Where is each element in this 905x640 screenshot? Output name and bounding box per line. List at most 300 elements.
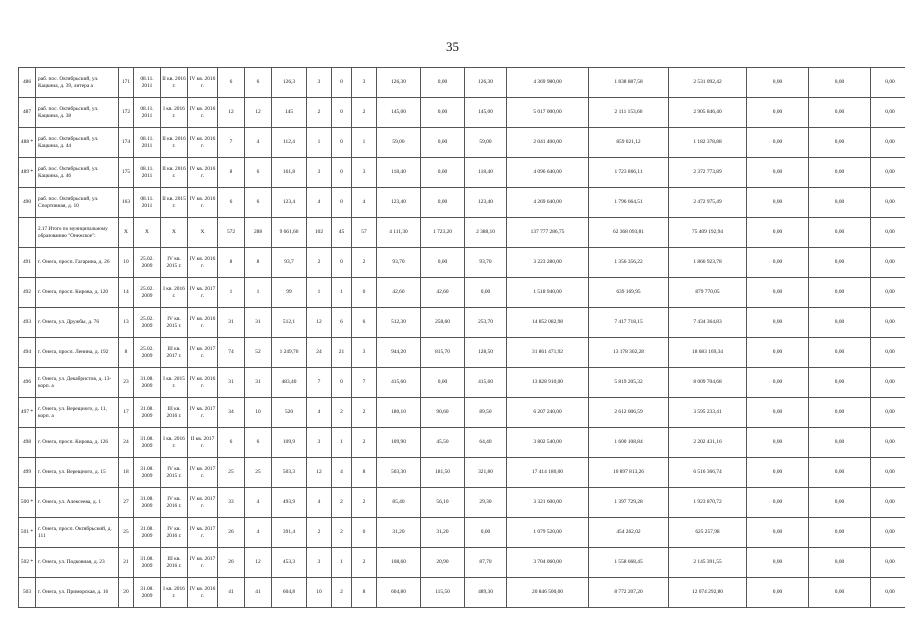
cell-program-number: Х xyxy=(119,218,134,248)
cell-cost-local-b: 0,00 xyxy=(809,548,871,578)
cell-start-date: IV кв. 2016 г. xyxy=(161,518,188,548)
cell-cost-fund: 2 612 006,59 xyxy=(589,398,669,428)
cell-cost-extra: 0,00 xyxy=(871,458,905,488)
cell-cost-extra: 0,00 xyxy=(871,548,905,578)
table-row xyxy=(19,248,905,278)
cell-apartments-owned: 0 xyxy=(332,188,352,218)
cell-cost-local-a: 0,00 xyxy=(747,158,809,188)
cell-resettled-area-owned: 0,00 xyxy=(421,248,465,278)
cell-start-date: I кв. 2015 г. xyxy=(161,368,188,398)
cell-start-date: II кв. 2016 г. xyxy=(161,158,188,188)
cell-end-date: IV кв. 2016 г. xyxy=(188,68,218,98)
cell-cost-total: 137 777 286,75 xyxy=(507,218,589,248)
cell-resettled-area-owned: 115,50 xyxy=(421,578,465,608)
cell-apartments-municipal: 3 xyxy=(352,68,377,98)
cell-residents-total: 12 xyxy=(218,98,245,128)
cell-resettled-area-owned: 0,00 xyxy=(421,188,465,218)
cell-apartments-owned: 21 xyxy=(332,338,352,368)
cell-end-date: IV кв. 2016 г. xyxy=(188,128,218,158)
cell-cost-regional: 879 770,05 xyxy=(669,278,747,308)
cell-program-date: 31.08. 2009 xyxy=(134,488,161,518)
cell-resettled-area-total: 4 111,30 xyxy=(377,218,421,248)
cell-residents-moving: 10 xyxy=(245,398,272,428)
cell-residents-total: 6 xyxy=(218,188,245,218)
cell-apartments-total: 7 xyxy=(307,368,332,398)
cell-area-total: 161,8 xyxy=(272,158,307,188)
cell-resettled-area-municipal: 87,70 xyxy=(465,548,507,578)
cell-program-date: 08.11. 2011 xyxy=(134,128,161,158)
cell-area-total: 391,4 xyxy=(272,518,307,548)
cell-cost-fund: 10 897 813,26 xyxy=(589,458,669,488)
cell-cost-local-a: 0,00 xyxy=(747,578,809,608)
cell-row-number: 490 xyxy=(19,188,36,218)
table-row xyxy=(19,548,905,578)
cell-program-date: 31.08. 2009 xyxy=(134,548,161,578)
cell-cost-extra: 0,00 xyxy=(871,398,905,428)
cell-end-date: IV кв. 2017 г. xyxy=(188,488,218,518)
cell-residents-total: 1 xyxy=(218,278,245,308)
cell-end-date: II кв. 2017 г. xyxy=(188,428,218,458)
table-row xyxy=(19,398,905,428)
cell-start-date: IV кв. 2016 г. xyxy=(161,488,188,518)
cell-residents-moving: 4 xyxy=(245,488,272,518)
cell-cost-local-a: 0,00 xyxy=(747,128,809,158)
cell-cost-local-a: 0,00 xyxy=(747,68,809,98)
cell-resettled-area-owned: 815,70 xyxy=(421,338,465,368)
cell-residents-total: 6 xyxy=(218,428,245,458)
cell-cost-local-b: 0,00 xyxy=(809,308,871,338)
cell-end-date: IV кв. 2016 г. xyxy=(188,98,218,128)
cell-cost-total: 5 017 000,00 xyxy=(507,98,589,128)
cell-area-total: 483,40 xyxy=(272,368,307,398)
cell-resettled-area-total: 118,40 xyxy=(377,158,421,188)
cell-cost-extra: 0,00 xyxy=(871,278,905,308)
resettlement-table xyxy=(18,67,905,608)
cell-start-date: Х xyxy=(161,218,188,248)
cell-cost-regional: 2 472 975,49 xyxy=(669,188,747,218)
cell-resettled-area-total: 108,60 xyxy=(377,548,421,578)
cell-apartments-municipal: 2 xyxy=(352,428,377,458)
cell-end-date: IV кв. 2017 г. xyxy=(188,338,218,368)
cell-resettled-area-municipal: 0,00 xyxy=(465,278,507,308)
cell-cost-local-b: 0,00 xyxy=(809,368,871,398)
cell-resettled-area-owned: 0,00 xyxy=(421,368,465,398)
cell-resettled-area-municipal: 29,30 xyxy=(465,488,507,518)
cell-cost-local-b: 0,00 xyxy=(809,578,871,608)
cell-address: г. Онега, просп. Ленина, д. 192 xyxy=(36,338,119,368)
cell-row-number: 498 xyxy=(19,428,36,458)
cell-program-date: 25.02. 2009 xyxy=(134,248,161,278)
cell-cost-fund: 1 397 729,28 xyxy=(589,488,669,518)
cell-program-date: 25.02. 2009 xyxy=(134,278,161,308)
cell-cost-local-b: 0,00 xyxy=(809,458,871,488)
cell-apartments-owned: 2 xyxy=(332,518,352,548)
cell-cost-local-a: 0,00 xyxy=(747,368,809,398)
cell-cost-fund: 1 796 664,51 xyxy=(589,188,669,218)
cell-apartments-municipal: 3 xyxy=(352,158,377,188)
cell-cost-fund: 1 600 108,84 xyxy=(589,428,669,458)
cell-resettled-area-owned: 56,10 xyxy=(421,488,465,518)
cell-resettled-area-municipal: 321,80 xyxy=(465,458,507,488)
cell-residents-moving: 4 xyxy=(245,518,272,548)
cell-residents-total: 572 xyxy=(218,218,245,248)
cell-start-date: I кв. 2016 г. xyxy=(161,578,188,608)
cell-apartments-total: 1 xyxy=(307,278,332,308)
cell-area-total: 9 661,60 xyxy=(272,218,307,248)
cell-address: г. Онега, ул. Дружбы, д. 76 xyxy=(36,308,119,338)
cell-resettled-area-owned: 42,60 xyxy=(421,278,465,308)
cell-program-date: 08.11. 2011 xyxy=(134,98,161,128)
cell-cost-total: 1 518 940,00 xyxy=(507,278,589,308)
cell-start-date: IV кв. 2015 г. xyxy=(161,248,188,278)
cell-area-total: 520 xyxy=(272,398,307,428)
cell-row-number: 487 xyxy=(19,98,36,128)
cell-cost-total: 20 846 500,00 xyxy=(507,578,589,608)
cell-resettled-area-municipal: 64,40 xyxy=(465,428,507,458)
cell-apartments-municipal: 2 xyxy=(352,398,377,428)
cell-cost-local-b: 0,00 xyxy=(809,278,871,308)
cell-apartments-owned: 0 xyxy=(332,128,352,158)
cell-apartments-total: 2 xyxy=(307,248,332,278)
cell-cost-regional: 6 516 366,74 xyxy=(669,458,747,488)
cell-cost-local-a: 0,00 xyxy=(747,398,809,428)
cell-start-date: II кв. 2016 г. xyxy=(161,68,188,98)
cell-address: раб. пос. Октябрьский, ул. Кацкина, д. 39, литера а xyxy=(36,68,119,98)
cell-area-total: 1 249,70 xyxy=(272,338,307,368)
table-row xyxy=(19,518,905,548)
cell-cost-extra: 0,00 xyxy=(871,308,905,338)
cell-cost-local-a: 0,00 xyxy=(747,188,809,218)
cell-residents-moving: 6 xyxy=(245,158,272,188)
cell-resettled-area-total: 944,20 xyxy=(377,338,421,368)
cell-cost-regional: 2 372 773,89 xyxy=(669,158,747,188)
cell-apartments-total: 3 xyxy=(307,548,332,578)
cell-residents-total: 8 xyxy=(218,248,245,278)
cell-area-total: 112,4 xyxy=(272,128,307,158)
cell-cost-local-a: 0,00 xyxy=(747,218,809,248)
cell-cost-extra: 0,00 xyxy=(871,248,905,278)
cell-cost-local-a: 0,00 xyxy=(747,548,809,578)
cell-apartments-total: 4 xyxy=(307,488,332,518)
table-row xyxy=(19,68,905,98)
cell-program-number: 163 xyxy=(119,188,134,218)
cell-cost-regional: 3 595 233,41 xyxy=(669,398,747,428)
cell-cost-total: 3 802 540,00 xyxy=(507,428,589,458)
cell-program-number: 175 xyxy=(119,158,134,188)
cell-program-date: 31.08. 2009 xyxy=(134,458,161,488)
cell-address: раб. пос. Октябрьский, ул. Кацкина, д. 38 xyxy=(36,98,119,128)
table-row xyxy=(19,338,905,368)
cell-cost-extra: 0,00 xyxy=(871,488,905,518)
cell-resettled-area-owned: 258,60 xyxy=(421,308,465,338)
cell-residents-total: 41 xyxy=(218,578,245,608)
cell-cost-local-a: 0,00 xyxy=(747,278,809,308)
cell-address: г. Онега, ул. Верещного, д. 11, корп. а xyxy=(36,398,119,428)
cell-residents-moving: 31 xyxy=(245,368,272,398)
cell-resettled-area-municipal: 489,30 xyxy=(465,578,507,608)
cell-resettled-area-total: 93,70 xyxy=(377,248,421,278)
cell-end-date: IV кв. 2017 г. xyxy=(188,548,218,578)
cell-program-date: 25.02. 2009 xyxy=(134,308,161,338)
cell-resettled-area-municipal: 0,00 xyxy=(465,518,507,548)
cell-cost-total: 31 861 471,92 xyxy=(507,338,589,368)
cell-resettled-area-total: 180,10 xyxy=(377,398,421,428)
cell-cost-fund: 2 111 153,60 xyxy=(589,98,669,128)
cell-cost-local-a: 0,00 xyxy=(747,308,809,338)
cell-cost-local-a: 0,00 xyxy=(747,428,809,458)
cell-cost-fund: 859 021,12 xyxy=(589,128,669,158)
cell-resettled-area-owned: 0,00 xyxy=(421,68,465,98)
cell-program-date: 31.08. 2009 xyxy=(134,518,161,548)
cell-end-date: IV кв. 2017 г. xyxy=(188,458,218,488)
cell-end-date: IV кв. 2016 г. xyxy=(188,188,218,218)
cell-residents-total: 26 xyxy=(218,548,245,578)
cell-residents-total: 31 xyxy=(218,368,245,398)
cell-resettled-area-municipal: 93,70 xyxy=(465,248,507,278)
cell-cost-local-b: 0,00 xyxy=(809,218,871,248)
cell-apartments-municipal: 8 xyxy=(352,458,377,488)
table-row xyxy=(19,278,905,308)
cell-resettled-area-municipal: 126,30 xyxy=(465,68,507,98)
cell-program-number: 171 xyxy=(119,68,134,98)
cell-cost-fund: 1 723 866,11 xyxy=(589,158,669,188)
cell-address: раб. пос. Октябрьский, ул. Кацкина, д. 46 xyxy=(36,158,119,188)
cell-address: г. Онега, ул. Декабристов, д. 13-корп. а xyxy=(36,368,119,398)
cell-cost-regional: 18 683 169,34 xyxy=(669,338,747,368)
cell-address: г. Онега, ул. Подковная, д. 23 xyxy=(36,548,119,578)
cell-residents-moving: 6 xyxy=(245,428,272,458)
cell-program-number: 17 xyxy=(119,398,134,428)
cell-apartments-owned: 0 xyxy=(332,68,352,98)
cell-apartments-total: 1 xyxy=(307,128,332,158)
cell-row-number: 488 * xyxy=(19,128,36,158)
cell-program-date: 08.11. 2011 xyxy=(134,158,161,188)
cell-apartments-total: 10 xyxy=(307,578,332,608)
cell-residents-moving: 288 xyxy=(245,218,272,248)
cell-address: раб. пос. Октябрьский, ул. Кацкина, д. 44 xyxy=(36,128,119,158)
cell-apartments-owned: 0 xyxy=(332,98,352,128)
cell-apartments-total: 4 xyxy=(307,398,332,428)
cell-area-total: 512,1 xyxy=(272,308,307,338)
cell-cost-extra: 0,00 xyxy=(871,338,905,368)
cell-address: г. Онега, просп. Кирова, д. 120 xyxy=(36,278,119,308)
cell-resettled-area-total: 85,40 xyxy=(377,488,421,518)
cell-apartments-owned: 0 xyxy=(332,248,352,278)
cell-cost-local-a: 0,00 xyxy=(747,488,809,518)
cell-cost-local-a: 0,00 xyxy=(747,248,809,278)
table-row xyxy=(19,188,905,218)
cell-cost-extra: 0,00 xyxy=(871,218,905,248)
cell-cost-local-b: 0,00 xyxy=(809,488,871,518)
cell-apartments-municipal: 0 xyxy=(352,518,377,548)
cell-residents-moving: 41 xyxy=(245,578,272,608)
cell-cost-total: 3 223 280,00 xyxy=(507,248,589,278)
total-row xyxy=(19,218,905,248)
cell-cost-fund: 1 558 668,45 xyxy=(589,548,669,578)
cell-apartments-municipal: 3 xyxy=(352,338,377,368)
table-row xyxy=(19,158,905,188)
cell-cost-extra: 0,00 xyxy=(871,68,905,98)
cell-cost-total: 4 096 640,00 xyxy=(507,158,589,188)
cell-residents-moving: 6 xyxy=(245,188,272,218)
cell-residents-total: 25 xyxy=(218,458,245,488)
cell-residents-moving: 25 xyxy=(245,458,272,488)
cell-start-date: IV кв. 2015 г. xyxy=(161,308,188,338)
cell-cost-local-b: 0,00 xyxy=(809,68,871,98)
cell-apartments-owned: 0 xyxy=(332,368,352,398)
table-row xyxy=(19,308,905,338)
cell-resettled-area-municipal: 118,40 xyxy=(465,158,507,188)
cell-cost-extra: 0,00 xyxy=(871,428,905,458)
cell-row-number: 503 xyxy=(19,578,36,608)
cell-area-total: 99 xyxy=(272,278,307,308)
cell-residents-total: 8 xyxy=(218,158,245,188)
page-number: 35 xyxy=(446,39,459,54)
cell-cost-extra: 0,00 xyxy=(871,368,905,398)
cell-resettled-area-total: 415,60 xyxy=(377,368,421,398)
cell-program-number: 18 xyxy=(119,458,134,488)
table-row xyxy=(19,128,905,158)
cell-cost-local-b: 0,00 xyxy=(809,428,871,458)
cell-area-total: 126,3 xyxy=(272,68,307,98)
cell-resettled-area-municipal: 2 388,10 xyxy=(465,218,507,248)
cell-row-number: 489 * xyxy=(19,158,36,188)
cell-cost-total: 6 207 240,00 xyxy=(507,398,589,428)
cell-program-date: 31.08. 2009 xyxy=(134,428,161,458)
cell-resettled-area-total: 503,30 xyxy=(377,458,421,488)
cell-apartments-owned: 1 xyxy=(332,548,352,578)
cell-residents-total: 31 xyxy=(218,308,245,338)
cell-area-total: 503,3 xyxy=(272,458,307,488)
cell-end-date: IV кв. 2017 г. xyxy=(188,398,218,428)
cell-cost-regional: 7 434 364,83 xyxy=(669,308,747,338)
cell-row-number: 499 xyxy=(19,458,36,488)
cell-cost-total: 2 041 400,00 xyxy=(507,128,589,158)
cell-resettled-area-owned: 90,60 xyxy=(421,398,465,428)
cell-program-number: 25 xyxy=(119,518,134,548)
cell-program-number: 27 xyxy=(119,488,134,518)
cell-row-number: 493 xyxy=(19,308,36,338)
cell-apartments-total: 3 xyxy=(307,68,332,98)
cell-cost-fund: 1 356 356,22 xyxy=(589,248,669,278)
cell-start-date: II кв. 2016 г. xyxy=(161,128,188,158)
cell-program-date: 31.08. 2009 xyxy=(134,578,161,608)
cell-address: г. Онега, ул. Приморская, д. 16 xyxy=(36,578,119,608)
cell-resettled-area-owned: 1 723,20 xyxy=(421,218,465,248)
cell-area-total: 145 xyxy=(272,98,307,128)
cell-cost-extra: 0,00 xyxy=(871,188,905,218)
cell-apartments-owned: 4 xyxy=(332,458,352,488)
cell-cost-regional: 75 409 192,94 xyxy=(669,218,747,248)
cell-resettled-area-total: 109,90 xyxy=(377,428,421,458)
cell-residents-moving: 12 xyxy=(245,548,272,578)
cell-resettled-area-total: 126,30 xyxy=(377,68,421,98)
cell-resettled-area-owned: 0,00 xyxy=(421,98,465,128)
cell-row-number: 486 xyxy=(19,68,36,98)
cell-apartments-total: 2 xyxy=(307,518,332,548)
cell-address: раб. пос. Октябрьский, ул. Спортивная, д. 10 xyxy=(36,188,119,218)
cell-row-number: 494 xyxy=(19,338,36,368)
cell-apartments-owned: 45 xyxy=(332,218,352,248)
cell-cost-fund: 1 838 887,58 xyxy=(589,68,669,98)
cell-end-date: IV кв. 2017 г. xyxy=(188,278,218,308)
cell-apartments-municipal: 2 xyxy=(352,248,377,278)
cell-cost-extra: 0,00 xyxy=(871,518,905,548)
cell-cost-regional: 2 905 846,40 xyxy=(669,98,747,128)
cell-cost-fund: 8 772 207,20 xyxy=(589,578,669,608)
cell-cost-extra: 0,00 xyxy=(871,98,905,128)
cell-program-date: 31.08. 2009 xyxy=(134,398,161,428)
cell-apartments-total: 12 xyxy=(307,308,332,338)
cell-apartments-total: 3 xyxy=(307,428,332,458)
cell-resettled-area-municipal: 123,40 xyxy=(465,188,507,218)
cell-program-number: 13 xyxy=(119,308,134,338)
cell-cost-local-b: 0,00 xyxy=(809,158,871,188)
cell-cost-regional: 2 145 391,55 xyxy=(669,548,747,578)
cell-resettled-area-total: 31,20 xyxy=(377,518,421,548)
cell-cost-local-b: 0,00 xyxy=(809,128,871,158)
cell-cost-local-a: 0,00 xyxy=(747,518,809,548)
cell-apartments-municipal: 8 xyxy=(352,578,377,608)
cell-residents-moving: 4 xyxy=(245,128,272,158)
cell-resettled-area-owned: 0,00 xyxy=(421,128,465,158)
cell-cost-regional: 1 182 378,88 xyxy=(669,128,747,158)
cell-cost-total: 1 079 520,00 xyxy=(507,518,589,548)
cell-cost-regional: 1 923 870,72 xyxy=(669,488,747,518)
cell-apartments-owned: 1 xyxy=(332,278,352,308)
cell-cost-total: 4 369 980,00 xyxy=(507,68,589,98)
cell-residents-total: 26 xyxy=(218,518,245,548)
cell-end-date: IV кв. 2016 г. xyxy=(188,578,218,608)
cell-area-total: 123,4 xyxy=(272,188,307,218)
cell-apartments-total: 12 xyxy=(307,458,332,488)
cell-apartments-total: 4 xyxy=(307,188,332,218)
cell-residents-total: 74 xyxy=(218,338,245,368)
cell-resettled-area-municipal: 128,50 xyxy=(465,338,507,368)
cell-resettled-area-municipal: 415,60 xyxy=(465,368,507,398)
cell-row-number: 496 xyxy=(19,368,36,398)
cell-cost-fund: 62 368 093,81 xyxy=(589,218,669,248)
cell-residents-moving: 8 xyxy=(245,248,272,278)
table-row xyxy=(19,458,905,488)
cell-cost-fund: 5 819 205,32 xyxy=(589,368,669,398)
cell-apartments-municipal: 4 xyxy=(352,188,377,218)
cell-cost-total: 4 269 640,00 xyxy=(507,188,589,218)
cell-cost-local-b: 0,00 xyxy=(809,518,871,548)
cell-row-number: 501 * xyxy=(19,518,36,548)
cell-apartments-owned: 0 xyxy=(332,158,352,188)
table-row xyxy=(19,428,905,458)
cell-apartments-municipal: 1 xyxy=(352,128,377,158)
cell-row-number: 497 * xyxy=(19,398,36,428)
cell-resettled-area-total: 42,60 xyxy=(377,278,421,308)
cell-cost-fund: 7 417 718,15 xyxy=(589,308,669,338)
cell-resettled-area-total: 604,80 xyxy=(377,578,421,608)
cell-cost-regional: 2 531 092,42 xyxy=(669,68,747,98)
cell-cost-local-a: 0,00 xyxy=(747,338,809,368)
cell-end-date: IV кв. 2016 г. xyxy=(188,308,218,338)
cell-program-number: 23 xyxy=(119,368,134,398)
cell-start-date: III кв. 2016 г. xyxy=(161,398,188,428)
cell-address: г. Онега, просп. Кирова, д. 126 xyxy=(36,428,119,458)
cell-cost-local-b: 0,00 xyxy=(809,338,871,368)
cell-program-number: 21 xyxy=(119,548,134,578)
cell-start-date: I кв. 2016 г. xyxy=(161,98,188,128)
cell-resettled-area-municipal: 145,00 xyxy=(465,98,507,128)
cell-start-date: I кв. 2016 г. xyxy=(161,278,188,308)
table-body xyxy=(19,68,905,608)
cell-program-date: 31.08. 2009 xyxy=(134,368,161,398)
